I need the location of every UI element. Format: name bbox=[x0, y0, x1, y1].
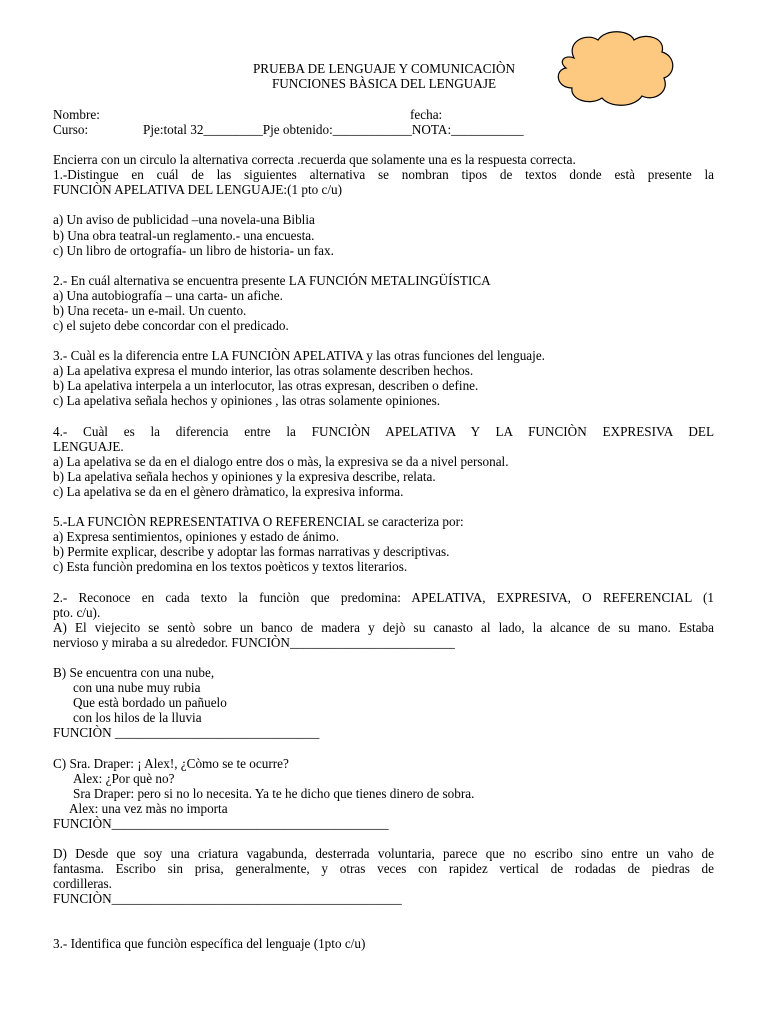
text-a-line-1: A) El viejecito se sentò sobre un banco de madera y dejò su canasto al lado, la alcance de su mano. Estaba bbox=[53, 620, 714, 635]
question-5-option-c: c) Esta funciòn predomina en los textos poèticos y textos literarios. bbox=[53, 559, 408, 574]
question-1-option-b: b) Una obra teatral-un reglamento.- una encuesta. bbox=[53, 228, 315, 243]
exam-title: PRUEBA DE LENGUAJE Y COMUNICACIÒN bbox=[252, 61, 516, 76]
text-c-line-1: C) Sra. Draper: ¡ Alex!, ¿Còmo se te ocurre? bbox=[53, 756, 289, 771]
question-4-option-c: c) La apelativa se da en el gènero dràmatico, la expresiva informa. bbox=[53, 484, 404, 499]
question-5-option-b: b) Permite explicar, describe y adoptar las formas narrativas y descriptivas. bbox=[53, 544, 450, 559]
question-3-option-c: c) La apelativa señala hechos y opiniones , las otras solamente opiniones. bbox=[53, 393, 441, 408]
course-label: Curso: bbox=[53, 122, 89, 137]
date-label: fecha: bbox=[410, 107, 443, 122]
text-a-line-2: nervioso y miraba a su alrededor. FUNCIÒN_________________________ bbox=[53, 635, 455, 650]
text-c-funcion: FUNCIÒN__________________________________________ bbox=[53, 816, 389, 831]
exam-subtitle: FUNCIONES BÀSICA DEL LENGUAJE bbox=[271, 76, 497, 91]
text-b-line-4: con los hilos de la lluvia bbox=[73, 710, 202, 725]
question-2-option-a: a) Una autobiografía – una carta- un afiche. bbox=[53, 288, 283, 303]
score-line: Pje:total 32_________Pje obtenido:____________NOTA:___________ bbox=[143, 122, 524, 137]
part-2-line-2: pto. c/u). bbox=[53, 605, 101, 620]
question-4-option-b: b) La apelativa señala hechos y opiniones y la expresiva describe, relata. bbox=[53, 469, 436, 484]
question-1-line-2: FUNCIÒN APELATIVA DEL LENGUAJE:(1 pto c/u) bbox=[53, 182, 343, 197]
question-1-option-c: c) Un libro de ortografía- un libro de historia- un fax. bbox=[53, 243, 334, 258]
name-label: Nombre: bbox=[53, 107, 100, 122]
part-2-line-1: 2.- Reconoce en cada texto la funciòn que predomina: APELATIVA, EXPRESIVA, O REFERENCIAL (1 bbox=[53, 590, 714, 605]
text-c-line-2: Alex: ¿Por què no? bbox=[73, 771, 175, 786]
question-1-line-1: 1.-Distingue en cuál de las siguientes alternativa se nombran tipos de textos donde està presente la bbox=[53, 167, 714, 182]
text-d-line-1: D) Desde que soy una criatura vagabunda, desterrada voluntaria, parece que no escribo sino entre un vaho de bbox=[53, 846, 714, 861]
text-b-line-1: B) Se encuentra con una nube, bbox=[53, 665, 215, 680]
question-4-line-1: 4.- Cuàl es la diferencia entre la FUNCIÒN APELATIVA Y LA FUNCIÒN EXPRESIVA DEL bbox=[53, 424, 714, 439]
question-4-option-a: a) La apelativa se da en el dialogo entre dos o màs, la expresiva se da a nivel personal. bbox=[53, 454, 509, 469]
question-3-option-b: b) La apelativa interpela a un interlocutor, las otras expresan, describen o define. bbox=[53, 378, 479, 393]
question-2-option-b: b) Una receta- un e-mail. Un cuento. bbox=[53, 303, 247, 318]
question-5-stem: 5.-LA FUNCIÒN REPRESENTATIVA O REFERENCIAL se caracteriza por: bbox=[53, 514, 464, 529]
question-3-option-a: a) La apelativa expresa el mundo interior, las otras solamente describen hechos. bbox=[53, 363, 474, 378]
question-5-option-a: a) Expresa sentimientos, opiniones y estado de ánimo. bbox=[53, 529, 340, 544]
question-2-option-c: c) el sujeto debe concordar con el predicado. bbox=[53, 318, 289, 333]
part-3-stem: 3.- Identifica que funciòn específica del lenguaje (1pto c/u) bbox=[53, 936, 366, 951]
text-d-line-3: cordilleras. bbox=[53, 876, 112, 891]
text-c-line-3: Sra Draper: pero si no lo necesita. Ya te he dicho que tienes dinero de sobra. bbox=[73, 786, 475, 801]
text-b-line-2: con una nube muy rubia bbox=[73, 680, 201, 695]
question-3-stem: 3.- Cuàl es la diferencia entre LA FUNCIÒN APELATIVA y las otras funciones del lenguaje. bbox=[53, 348, 545, 363]
text-c-line-4: Alex: una vez màs no importa bbox=[69, 801, 228, 816]
question-2-stem: 2.- En cuál alternativa se encuentra presente LA FUNCIÓN METALINGÜÍSTICA bbox=[53, 273, 491, 288]
question-4-line-2: LENGUAJE. bbox=[53, 439, 124, 454]
text-d-funcion: FUNCIÒN____________________________________________ bbox=[53, 891, 402, 906]
text-b-line-3: Que està bordado un pañuelo bbox=[73, 695, 227, 710]
question-1-option-a: a) Un aviso de publicidad –una novela-una Biblia bbox=[53, 212, 315, 227]
text-d-line-2: fantasma. Escribo sin prisa, generalmente, y otras veces con rapidez vertical de rodadas de piedras de bbox=[53, 861, 714, 876]
text-b-funcion: FUNCIÒN _______________________________ bbox=[53, 725, 320, 740]
instructions: Encierra con un circulo la alternativa correcta .recuerda que solamente una es la respuesta correcta. bbox=[53, 152, 576, 167]
